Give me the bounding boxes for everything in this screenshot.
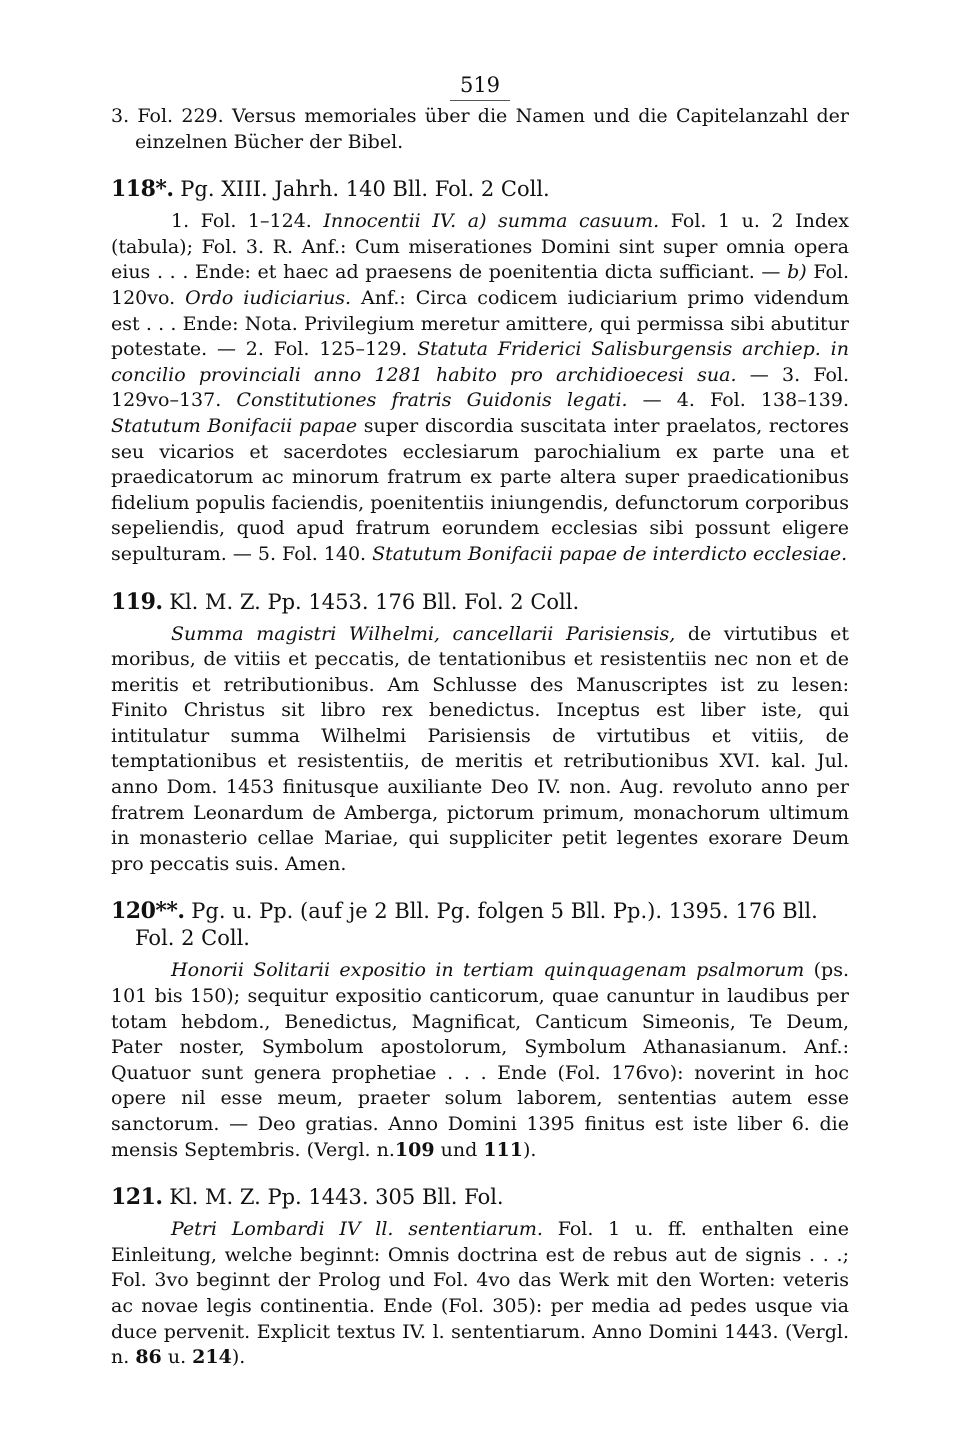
document-page [111,70,849,1371]
entry-120-heading: 120**. Pg. u. Pp. (auf je 2 Bll. Pg. folgen 5 Bll. Pp.). 1395. 176 Bll. Fol. 2 Coll. [111,898,818,951]
entry-118-body: 1. Fol. 1–124. Innocentii IV. a) summa casuum. Fol. 1 u. 2 Index (tabula); Fol. 3. R. Anf.: Cum miserationes Domini sint super omnia opera eius . . . Ende: et haec ad praesens de poenitentia dicta sufficiant. — b) Fol. 120vo. Ordo iudiciarius. Anf.: Circa codicem iudiciarium primo videndum est . . . Ende: Nota. Privilegium meretur amittere, qui permissa sibi abutitur potestate. — 2. Fol. 125–129. Statuta Friderici Salisburgensis archiep. in concilio provinciali anno 1281 habito pro archidioecesi sua. — 3. Fol. 129vo–137. Constitutiones fratris Guidonis legati. — 4. Fol. 138–139. Statutum Bonifacii papae super discordia suscitata inter praelatos, rectores seu vicarios et sacerdotes ecclesiarum parochialium ex parte una et praedicatorum ac minorum fratrum ex parte altera super praedicationibus fidelium populis faciendis, poenitentiis iniungendis, defunctorum corporibus sepeliendis, quod apud fratrum eorundem ecclesias sibi possunt eligere sepulturam. — 5. Fol. 140. Statutum Bonifacii papae de interdicto ecclesiae. [111,210,850,565]
entry-119-heading: 119. Kl. M. Z. Pp. 1453. 176 Bll. Fol. 2 Coll. [111,588,580,615]
entry-120-body: Honorii Solitarii expositio in tertiam quinquagenam psalmorum (ps. 101 bis 150); sequitur expositio canticorum, quae canuntur in laudibus per totam hebdom., Benedictus, Magnificat, Canticum Simeonis, Te Deum, Pater noster, Symbolum apostolorum, Symbolum Athanasianum. Anf.: Quatuor sunt genera prophetiae . . . Ende (Fol. 176vo): noverint in hoc opere nil esse meum, praeter solum laborem, sententias autem esse sanctorum. — Deo gratias. Anno Domini 1395 finitus est iste liber 6. die mensis Septembris. (Vergl. n.109 und 111). [111,959,849,1161]
entry-117-continuation: 3. Fol. 229. Versus memoriales über die Namen und die Capitelanzahl der einzelnen Bücher der Bibel. [111,105,849,153]
entry-number: 119. [111,588,163,615]
entry-121-heading: 121. Kl. M. Z. Pp. 1443. 305 Bll. Fol. [111,1184,504,1211]
title-italic: Honorii Solitarii expositio in tertiam quinquagenam psalmorum [171,959,805,982]
entry-number: 120**. [111,898,185,925]
title-italic: Summa magistri Wilhelmi, cancellarii Parisiensis, [171,622,676,645]
entry-118-heading: 118*. Pg. XIII. Jahrh. 140 Bll. Fol. 2 Coll. [111,176,550,203]
page-number: 519 [111,70,849,104]
title-italic: Innocentii IV. a) summa casuum. [323,210,660,233]
entry-number: 118*. [111,176,174,203]
entry-number: 121. [111,1184,163,1211]
entry-119-body: Summa magistri Wilhelmi, cancellarii Parisiensis, de virtutibus et moribus, de vitiis et peccatis, de tentationibus et resistentiis nec non et de meritis et retributionibus. Am Schlusse des Manuscriptes ist zu lesen: Finito Christus sit libro rex benedictus. Inceptus est liber iste, qui intitulatur summa Wilhelmi Parisiensis de virtutibus et vitiis, de temptationibus et resistentiis, de meritis et retributionibus XVI. kal. Jul. anno Dom. 1453 finitusque auxiliante Deo IV. non. Aug. revoluto anno per fratrem Leonardum de Amberga, pictorum primum, monachorum ultimum in monasterio cellae Mariae, qui suppliciter petit legentes exorare Deum pro peccatis suis. Amen. [111,622,849,875]
title-italic: Petri Lombardi IV ll. sententiarum. [171,1218,543,1241]
entry-121-body: Petri Lombardi IV ll. sententiarum. Fol. 1 u. ff. enthalten eine Einleitung, welche beginnt: Omnis doctrina est de rebus aut de signis . . .; Fol. 3vo beginnt der Prolog und Fol. 4vo das Werk mit den Worten: veteris ac novae legis continentia. Ende (Fol. 305): per media ad pedes usque via duce pervenit. Explicit textus IV. l. sententiarum. Anno Domini 1443. (Vergl. n. 86 u. 214). [111,1218,849,1369]
